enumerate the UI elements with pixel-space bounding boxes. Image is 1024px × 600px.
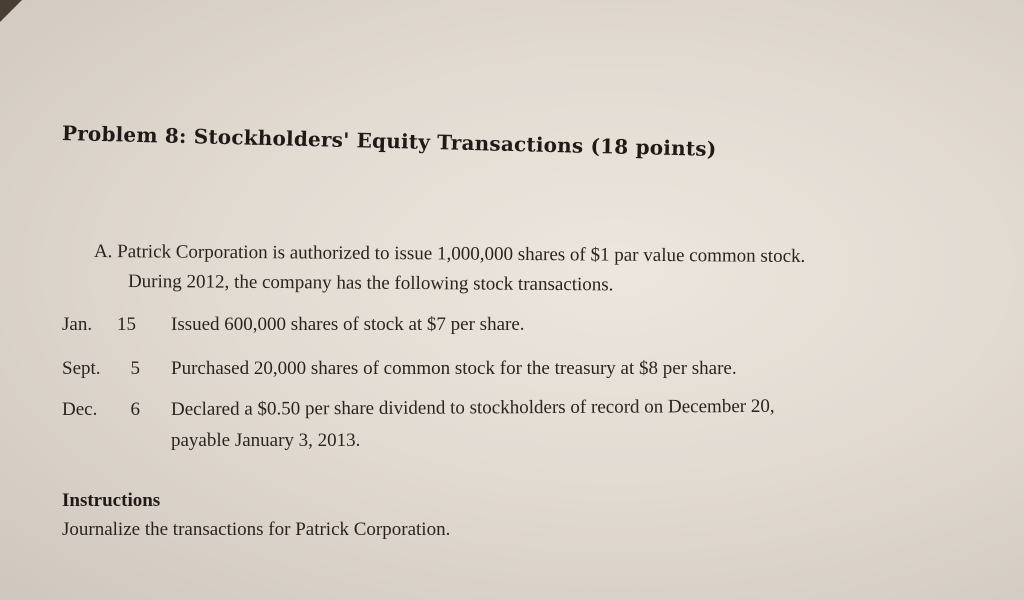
part-a-intro-line-1: A. Patrick Corporation is authorized to issue 1,000,000 shares of $1 par value common stock. (93, 241, 806, 267)
transaction-month: Dec. (62, 399, 98, 420)
transaction-description-continued: payable January 3, 2013. (171, 430, 361, 451)
transaction-description: Declared a $0.50 per share dividend to stockholders of record on December 20, (170, 395, 775, 420)
transaction-day: 15 (117, 314, 136, 335)
transaction-month: Jan. (62, 314, 93, 335)
transaction-description: Purchased 20,000 shares of common stock for the treasury at $8 per share. (171, 358, 737, 379)
part-a-intro-line-2: During 2012, the company has the following stock transactions. (127, 271, 614, 296)
bleed-through-text (820, 128, 824, 145)
transaction-description: Issued 600,000 shares of stock at $7 per share. (171, 314, 525, 335)
instructions-heading: Instructions (62, 490, 161, 511)
instructions-body: Journalize the transactions for Patrick Corporation. (62, 519, 451, 540)
transaction-day: 6 (130, 399, 140, 420)
transaction-day: 5 (130, 358, 140, 379)
problem-title: Problem 8: Stockholders' Equity Transactions (18 points) (61, 121, 717, 161)
transaction-month: Sept. (62, 358, 101, 379)
page-corner-shadow (0, 0, 22, 22)
